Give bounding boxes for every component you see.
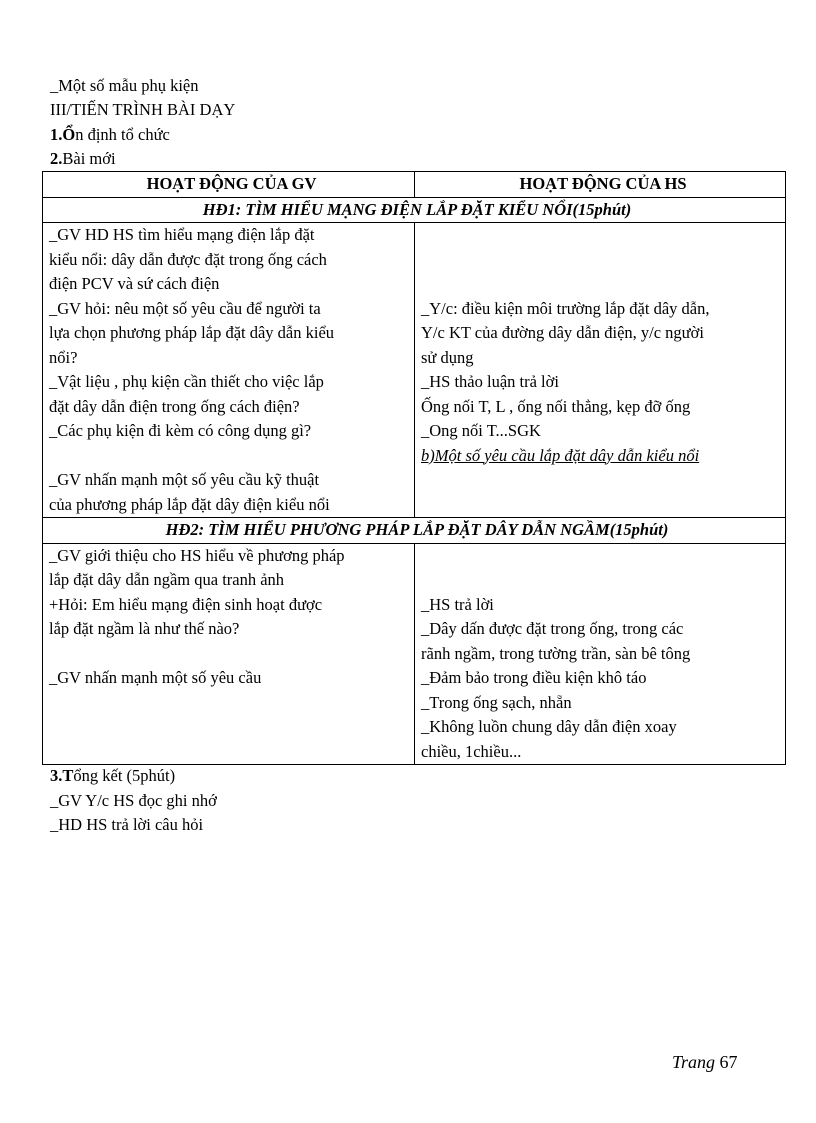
page-number: 67	[719, 1052, 738, 1072]
blank-line	[421, 272, 785, 297]
gv-line: đặt dây dẫn điện trong ống cách điện?	[49, 396, 300, 416]
table-row	[43, 223, 786, 518]
gv-cell-hd2	[43, 543, 415, 765]
gv-line: _GV nhấn mạnh một số yêu cầu kỹ thuật	[49, 470, 320, 489]
gv-line: _GV hỏi: nêu một số yêu cầu để người ta	[49, 298, 321, 318]
table-row	[43, 543, 786, 765]
hs-line: _Ong nối T...SGK	[421, 421, 541, 440]
heading-rest: Bài mới	[62, 149, 116, 168]
heading-summary	[50, 764, 175, 788]
hs-line: _Đảm bảo trong điều kiện khô táo	[421, 668, 647, 687]
hs-line: Y/c KT của đường dây dẫn điện, y/c người	[421, 323, 704, 342]
heading-number: 1.Ổ	[50, 125, 76, 144]
blank-line	[49, 444, 414, 469]
gv-line: _Vật liệu , phụ kiện cần thiết cho việc lắp	[49, 372, 324, 391]
gv-cell-hd1	[43, 223, 415, 518]
section-title-hd1: HĐ1: TÌM HIỂU MẠNG ĐIỆN LẮP ĐẶT KIỂU NỔI(15phút)	[43, 197, 786, 223]
hs-line: chiều, 1chiều...	[421, 741, 522, 761]
header-gv: HOẠT ĐỘNG CỦA GV	[43, 172, 415, 198]
gv-line: _GV nhấn mạnh một số yêu cầu	[49, 668, 262, 687]
hs-line: _Trong ống sạch, nhẵn	[421, 692, 572, 712]
gv-line: kiểu nổi: dây dẫn được đặt trong ống cách	[49, 249, 327, 269]
heading-number: 3.T	[50, 766, 74, 785]
heading-rest: ổng kết (5phút)	[73, 766, 176, 785]
heading-stabilize-class	[50, 123, 170, 147]
hs-cell-hd2	[415, 543, 786, 765]
table-header-row	[43, 172, 786, 198]
gv-line: lựa chọn phương pháp lắp đặt dây dẫn kiểu	[49, 323, 335, 342]
gv-line: lắp đặt ngầm là như thế nào?	[49, 619, 240, 638]
hs-line: _Y/c: điều kiện môi trường lắp đặt dây dẫn,	[421, 298, 710, 318]
page-label: Trang	[672, 1052, 716, 1072]
gv-line: _GV HD HS tìm hiểu mạng điện lắp đặt	[49, 225, 315, 244]
header-hs: HOẠT ĐỘNG CỦA HS	[415, 172, 786, 198]
summary-line: _HD HS trả lời câu hỏi	[50, 815, 204, 834]
hs-line: sử dụng	[421, 347, 474, 367]
heading-new-lesson	[50, 147, 116, 171]
gv-line: _GV giới thiệu cho HS hiểu về phương pháp	[49, 545, 345, 565]
section-title-hd2: HĐ2: TÌM HIỂU PHƯƠNG PHÁP LẮP ĐẶT DÂY DẪN NGẦM(15phút)	[43, 518, 786, 544]
section-row	[43, 197, 786, 223]
blank-line	[421, 248, 785, 273]
blank-line	[421, 544, 785, 569]
page-footer	[672, 1052, 738, 1073]
blank-line	[421, 568, 785, 593]
summary-line: _GV Y/c HS đọc ghi nhớ	[50, 791, 217, 810]
gv-line: lắp đặt dây dẫn ngầm qua tranh ảnh	[49, 570, 285, 589]
hs-line: _Dây dấn được đặt trong ống, trong các	[421, 619, 684, 638]
hs-line: _HS trả lời	[421, 594, 494, 614]
blank-line	[49, 642, 414, 667]
hs-subheading: b)Một số yêu cầu lắp đặt dây dẫn kiểu nổi	[421, 445, 700, 465]
hs-line: Ống nối T, L , ống nối thẳng, kẹp đỡ ống	[421, 396, 691, 416]
intro-line-accessories: _Một số mẫu phụ kiện	[50, 76, 199, 95]
heading-lesson-progress: III/TIẾN TRÌNH BÀI DẠY	[50, 100, 236, 119]
heading-rest: n định tổ chức	[75, 125, 170, 144]
section-row	[43, 518, 786, 544]
hs-line: _Không luồn chung dây dẫn điện xoay	[421, 717, 677, 736]
hs-line: _HS thảo luận trả lời	[421, 372, 559, 391]
hs-cell-hd1	[415, 223, 786, 518]
activity-table	[42, 171, 786, 765]
heading-number: 2.	[50, 149, 63, 168]
gv-line: _Các phụ kiện đi kèm có công dụng gì?	[49, 421, 312, 440]
hs-line: rãnh ngầm, trong tường trần, sàn bê tông	[421, 643, 691, 663]
gv-line: điện PCV và sứ cách điện	[49, 274, 220, 293]
gv-line: nổi?	[49, 347, 78, 367]
gv-line: +Hỏi: Em hiểu mạng điện sinh hoạt được	[49, 594, 323, 614]
blank-line	[421, 223, 785, 248]
gv-line: của phương pháp lắp đặt dây điện kiểu nổi	[49, 494, 330, 514]
